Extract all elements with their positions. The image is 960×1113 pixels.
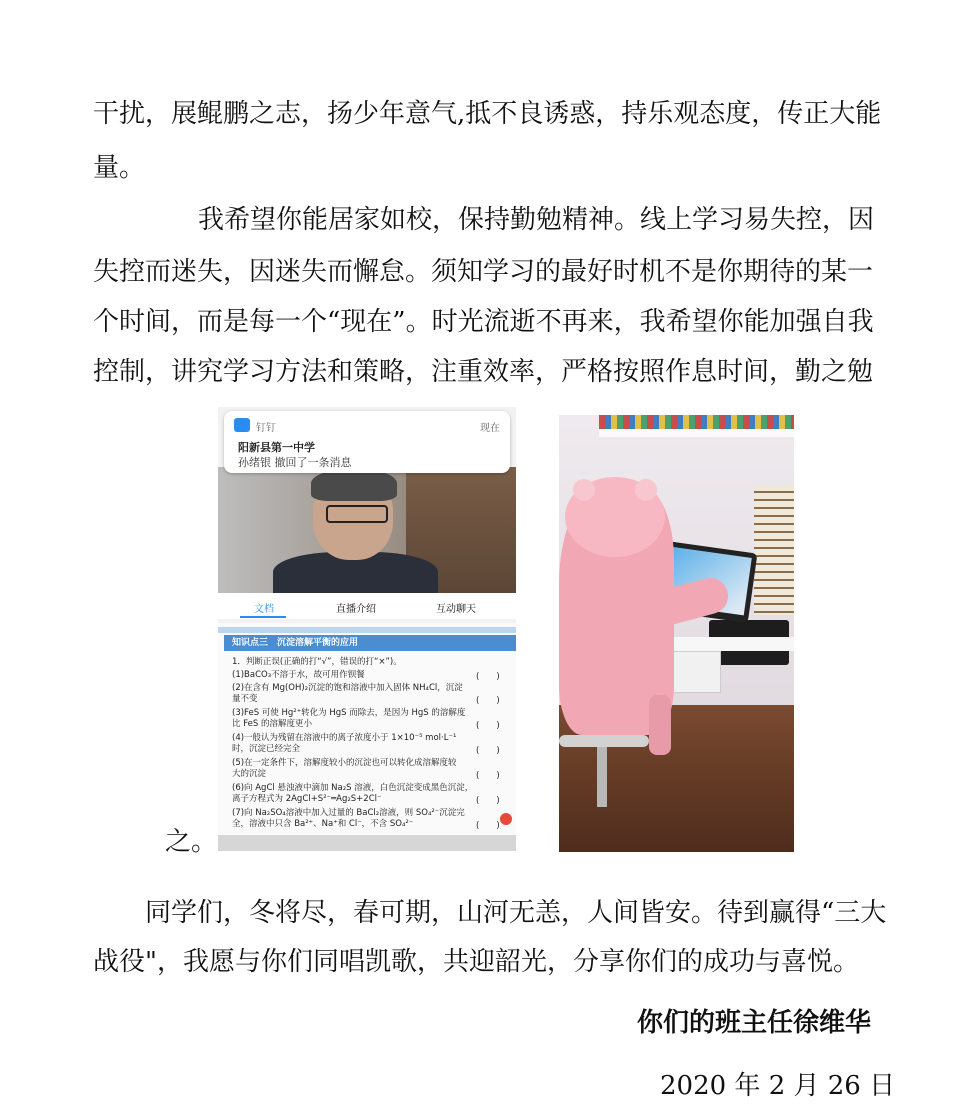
question-line: (1)BaCO₃不溶于水，故可用作钡餐 (232, 670, 365, 680)
question-line: 量不变 (232, 694, 258, 704)
photo-chair-pole (597, 747, 607, 807)
hood-ear (635, 479, 657, 501)
notification-title: 阳新县第一中学 (238, 441, 315, 454)
teacher-hair (311, 469, 397, 501)
answer-bracket: ( ) (476, 721, 500, 731)
live-tabs (218, 593, 516, 619)
answer-bracket: ( ) (476, 771, 500, 781)
tab-live-intro[interactable]: 直播介绍 (336, 604, 376, 615)
document-view (218, 623, 516, 851)
active-tab-underline (240, 616, 286, 618)
question-line: 大的沉淀 (232, 769, 267, 779)
tab-documents[interactable]: 文档 (254, 604, 274, 615)
answer-bracket: ( ) (476, 796, 500, 806)
teacher-video (218, 467, 516, 597)
question-line: 全，溶液中只含 Ba²⁺、Na⁺和 Cl⁻，不含 SO₄²⁻ (232, 819, 414, 829)
answer-bracket: ( ) (476, 746, 500, 756)
paragraph-2-line-5: 之。 (165, 827, 218, 857)
notification-app: 钉钉 (256, 423, 276, 434)
paragraph-3-line-2: 战役"，我愿与你们同唱凯歌，共迎韶光，分享你们的成功与喜悦。 (93, 947, 859, 977)
document-bottom-bar (218, 835, 516, 851)
question-line: 离子方程式为 2AgCl+S²⁻═Ag₂S+2Cl⁻ (232, 794, 382, 804)
answer-bracket: ( ) (476, 821, 500, 831)
answer-bracket: ( ) (476, 672, 500, 682)
paragraph-2-line-3: 个时间，而是每一个“现在”。时光流逝不再来，我希望你能加强自我 (93, 307, 874, 337)
paragraph-2-line-4: 控制，讲究学习方法和策略，注重效率，严格按照作息时间，勤之勉 (93, 357, 874, 387)
dingtalk-icon (234, 418, 250, 432)
photo-book-stack (754, 485, 794, 615)
question-line: (6)向 AgCl 悬浊液中滴加 Na₂S 溶液，白色沉淀变成黑色沉淀， (232, 783, 474, 793)
phone-screenshot (218, 407, 516, 851)
photo-child-leg (649, 695, 671, 755)
photo-chair (559, 735, 649, 747)
notification-message: 孙绪银 撤回了一条消息 (238, 456, 352, 469)
notification-time: 现在 (480, 423, 500, 434)
answer-bracket: ( ) (476, 696, 500, 706)
question-line: (4)一般认为残留在溶液中的离子浓度小于 1×10⁻⁵ mol·L⁻¹ (232, 733, 457, 743)
question-line: 时，沉淀已经完全 (232, 744, 301, 754)
photo-books (599, 415, 794, 429)
paragraph-1-line-1: 干扰，展鲲鹏之志，扬少年意气,抵不良诱惑，持乐观态度，传正大能 (93, 99, 882, 129)
question-line: 1．判断正误(正确的打“√”，错误的打“×”)。 (232, 657, 402, 667)
paragraph-3-line-1: 同学们，冬将尽，春可期，山河无恙，人间皆安。待到赢得“三大 (145, 898, 887, 928)
date: 2020 年 2 月 26 日 (660, 1071, 896, 1101)
question-line: (2)在含有 Mg(OH)₂沉淀的饱和溶液中加入固体 NH₄Cl，沉淀 (232, 683, 463, 693)
paragraph-2-line-1: 我希望你能居家如校，保持勤勉精神。线上学习易失控，因 (198, 205, 875, 235)
paragraph-1-line-2: 量。 (93, 153, 146, 183)
tab-chat[interactable]: 互动聊天 (436, 604, 476, 615)
section-top-bar (218, 627, 516, 633)
question-line: (7)向 Na₂SO₄溶液中加入过量的 BaCl₂溶液，则 SO₄²⁻沉淀完 (232, 808, 465, 818)
photo-shelf (599, 429, 794, 437)
dingtalk-notification (224, 411, 510, 473)
section-title: 知识点三 沉淀溶解平衡的应用 (224, 635, 516, 651)
teacher-glasses (326, 505, 388, 523)
scroll-up-icon[interactable] (500, 813, 512, 825)
question-line: (3)FeS 可使 Hg²⁺转化为 HgS 而除去，是因为 HgS 的溶解度 (232, 708, 466, 718)
question-line: (5)在一定条件下，溶解度较小的沉淀也可以转化成溶解度较 (232, 758, 457, 768)
paragraph-2-line-2: 失控而迷失，因迷失而懈怠。须知学习的最好时机不是你期待的某一 (93, 257, 874, 287)
question-line: 比 FeS 的溶解度更小 (232, 719, 312, 729)
student-studying-photo (559, 415, 794, 852)
hood-ear (573, 479, 595, 501)
signature: 你们的班主任徐维华 (637, 1008, 872, 1038)
